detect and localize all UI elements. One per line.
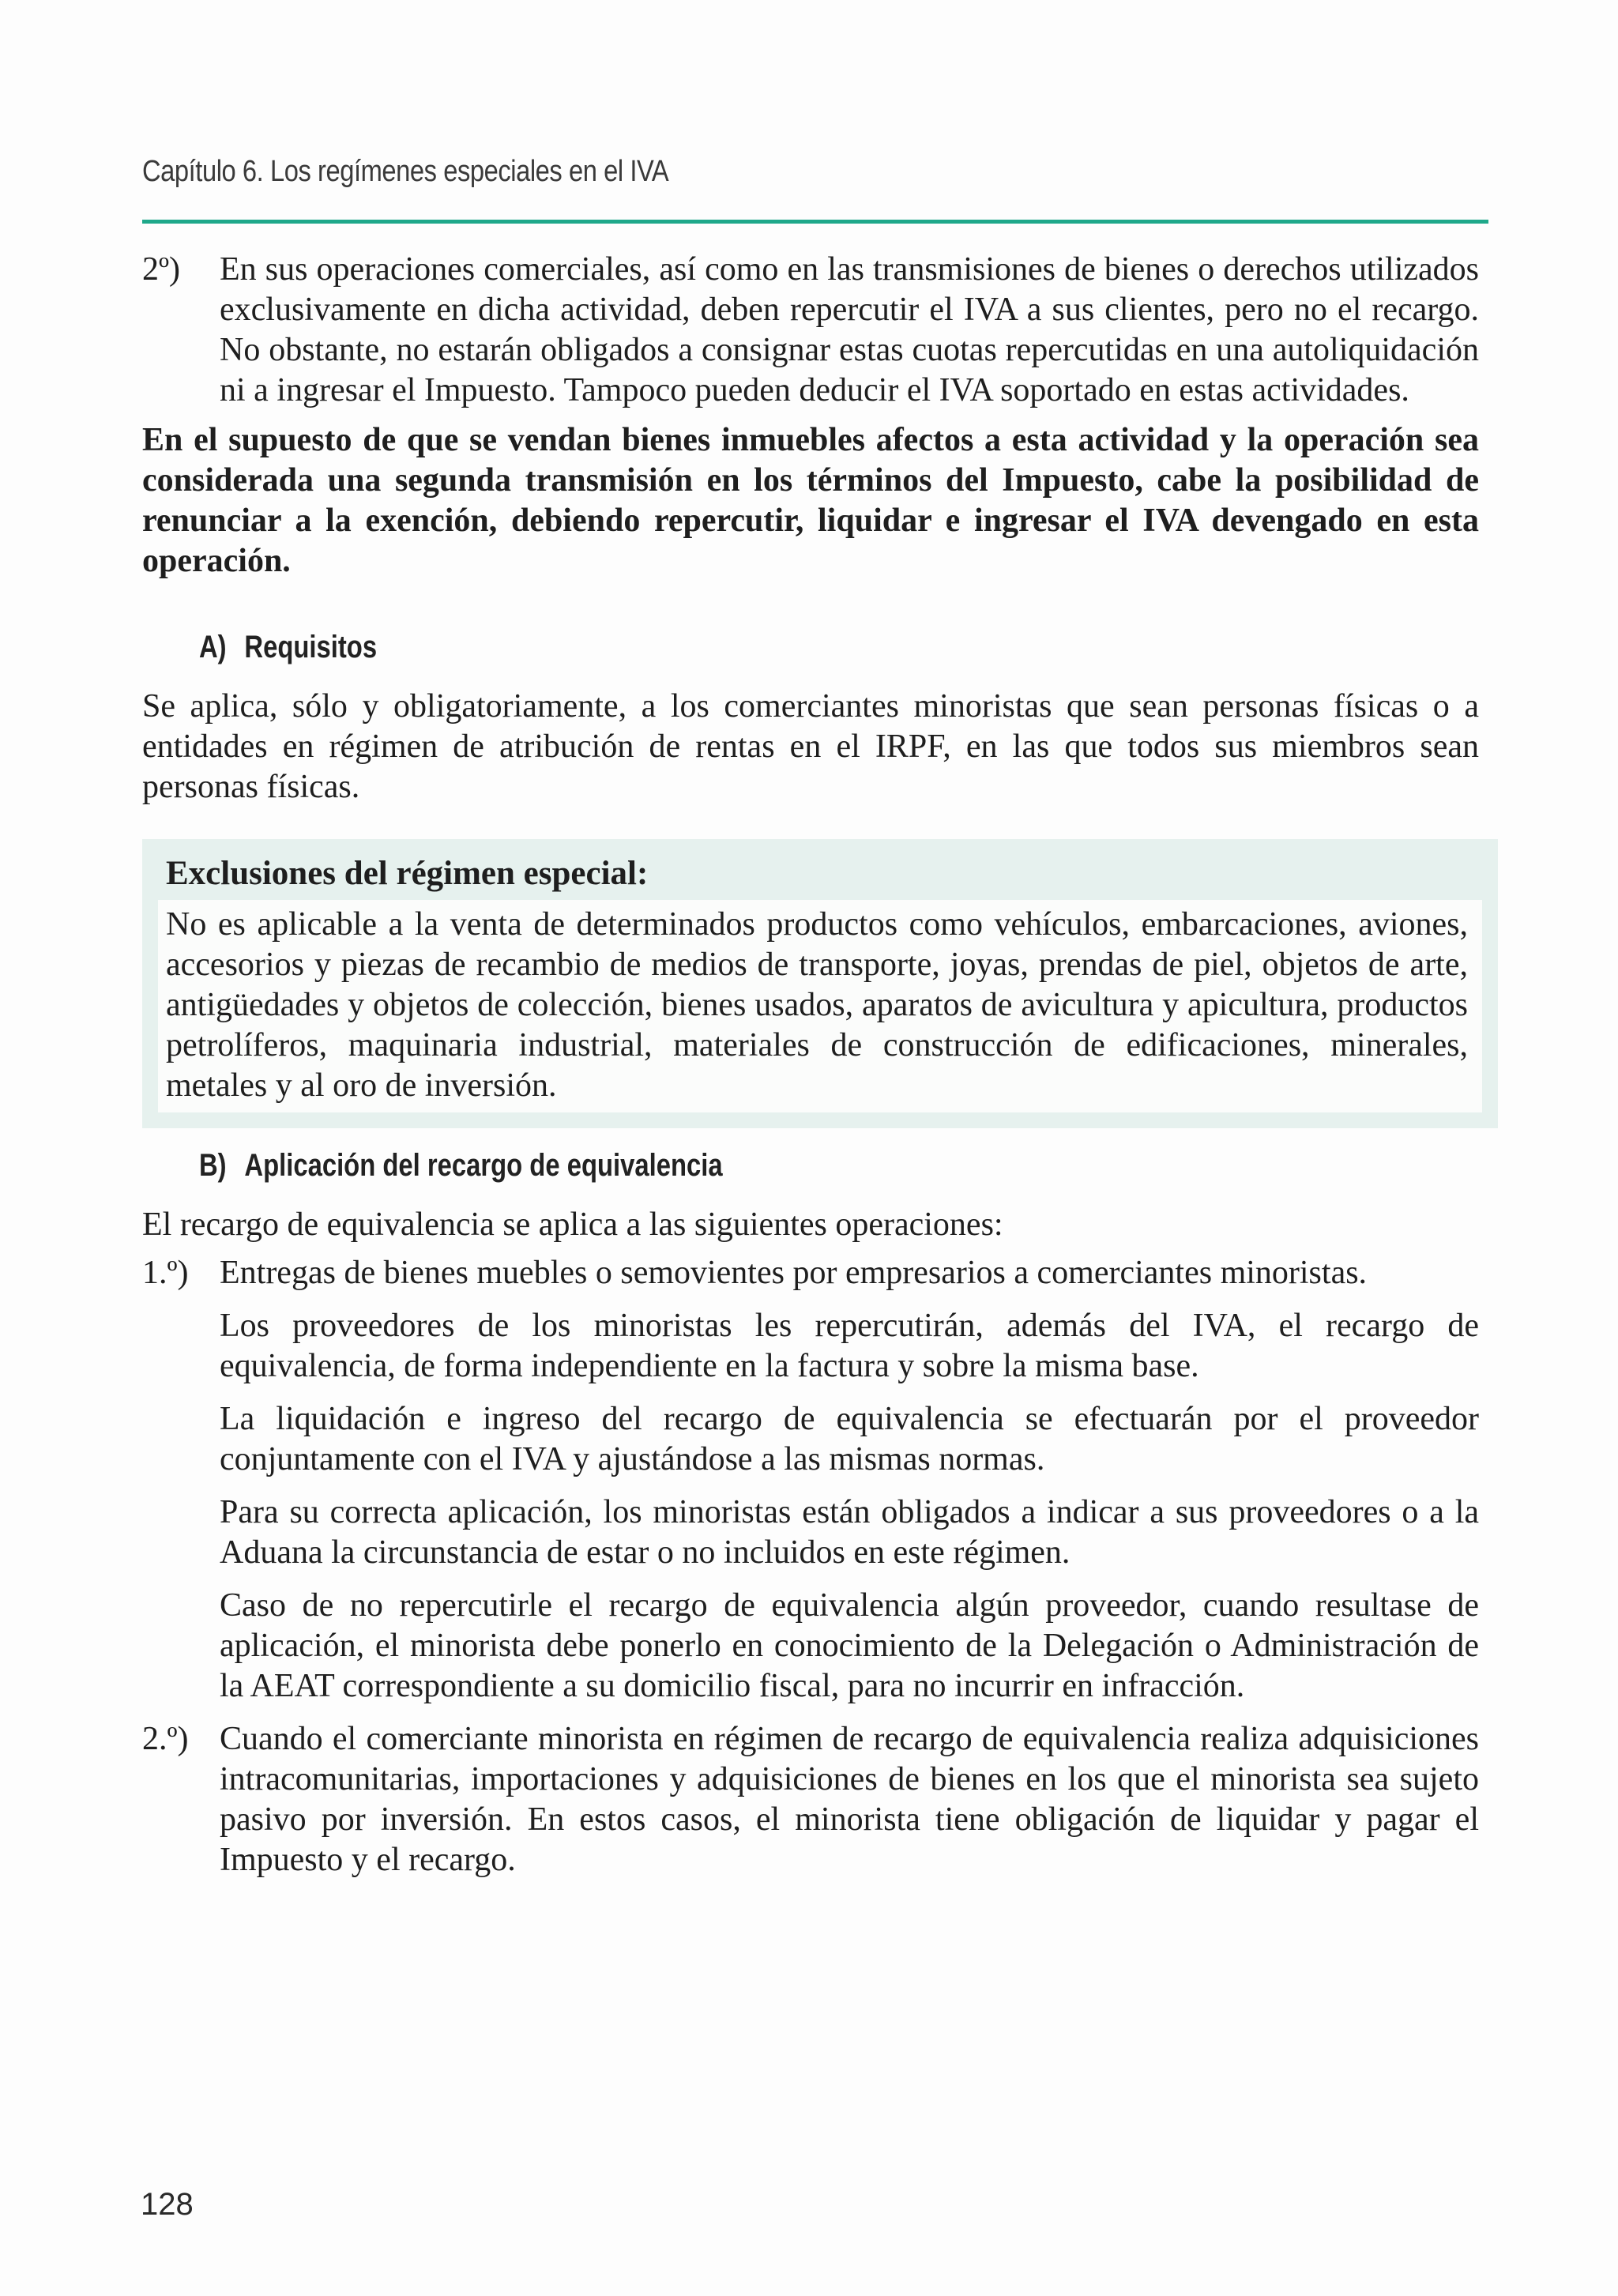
- exclusions-box-body: No es aplicable a la venta de determinados productos como vehículos, embarcaciones, aviones, accesorios y piezas de recambio de medios de transporte, joyas, prendas de piel, objetos de arte, antigüedades y objetos de colección, bienes usados, aparatos de avicultura y apicultura, productos petrolíferos, maquinaria industrial, materiales de construcción de edificaciones, minerales, metales y al oro de inversión.: [158, 900, 1482, 1112]
- list-item-text: En sus operaciones comerciales, así como en las transmisiones de bienes o derechos utilizados exclusivamente en dicha actividad, deben repercutir el IVA a sus clientes, pero no el recargo. No obstante, no estarán obligados a consignar estas cuotas repercutidas en una autoliquidación ni a ingresar el Impuesto. Tampoco pueden deducir el IVA soportado en estas actividades.: [220, 251, 1479, 408]
- section-heading-text: Requisitos: [244, 630, 378, 664]
- list-item-1: [142, 1253, 1479, 1293]
- list-item-paragraph: Para su correcta aplicación, los minoristas están obligados a indicar a sus proveedores o a la Aduana la circunstancia de estar o no incluidos en este régimen.: [220, 1494, 1479, 1571]
- section-heading-label: B): [199, 1148, 227, 1183]
- exclusions-box: [142, 839, 1498, 1128]
- section-heading-label: A): [199, 630, 227, 664]
- intro-paragraph: El recargo de equivalencia se aplica a las siguientes operaciones:: [142, 1206, 1003, 1243]
- running-head: Capítulo 6. Los regímenes especiales en el IVA: [142, 155, 669, 188]
- list-item-paragraph: Caso de no repercutirle el recargo de equivalencia algún proveedor, cuando resultase de aplicación, el minorista debe ponerlo en conocimiento de la Delegación o Administración de la AEAT correspondiente a su domicilio fiscal, para no incurrir en infracción.: [220, 1587, 1479, 1704]
- page-number: 128: [141, 2187, 194, 2222]
- list-item-paragraph: Los proveedores de los minoristas les repercutirán, además del IVA, el recargo de equivalencia, de forma independiente en la factura y sobre la misma base.: [220, 1308, 1479, 1384]
- list-item-label: 2º): [142, 251, 181, 288]
- section-heading-text: Aplicación del recargo de equivalencia: [244, 1148, 723, 1183]
- exclusions-box-title: Exclusiones del régimen especial:: [166, 855, 649, 892]
- list-item-2: [142, 250, 1479, 411]
- header-rule: [142, 220, 1488, 224]
- section-heading-requisitos: [199, 627, 1248, 668]
- page-content: [142, 250, 1479, 1880]
- list-item-text: Entregas de bienes muebles o semovientes por empresarios a comerciantes minoristas.: [220, 1255, 1368, 1291]
- list-item-label: 1.º): [142, 1255, 189, 1291]
- list-item-paragraph: La liquidación e ingreso del recargo de equivalencia se efectuarán por el proveedor conjuntamente con el IVA y ajustándose a las mismas normas.: [220, 1401, 1479, 1477]
- bold-paragraph: En el supuesto de que se vendan bienes inmuebles afectos a esta actividad y la operación sea considerada una segunda transmisión en los términos del Impuesto, cabe la posibilidad de renunciar a la exención, debiendo repercutir, liquidar e ingresar el IVA devengado en esta operación.: [142, 422, 1479, 579]
- list-item-text: Cuando el comerciante minorista en régimen de recargo de equivalencia realiza adquisiciones intracomunitarias, importaciones y adquisiciones de bienes en los que el minorista sea sujeto pasivo por inversión. En estos casos, el minorista tiene obligación de liquidar y pagar el Impuesto y el recargo.: [220, 1721, 1479, 1878]
- section-heading-aplicacion: [199, 1146, 1248, 1186]
- list-item-label: 2.º): [142, 1721, 189, 1757]
- requisitos-paragraph: Se aplica, sólo y obligatoriamente, a los comerciantes minoristas que sean personas físicas o a entidades en régimen de atribución de rentas en el IRPF, en las que todos sus miembros sean personas físicas.: [142, 688, 1479, 805]
- list-item-2b: [142, 1719, 1479, 1880]
